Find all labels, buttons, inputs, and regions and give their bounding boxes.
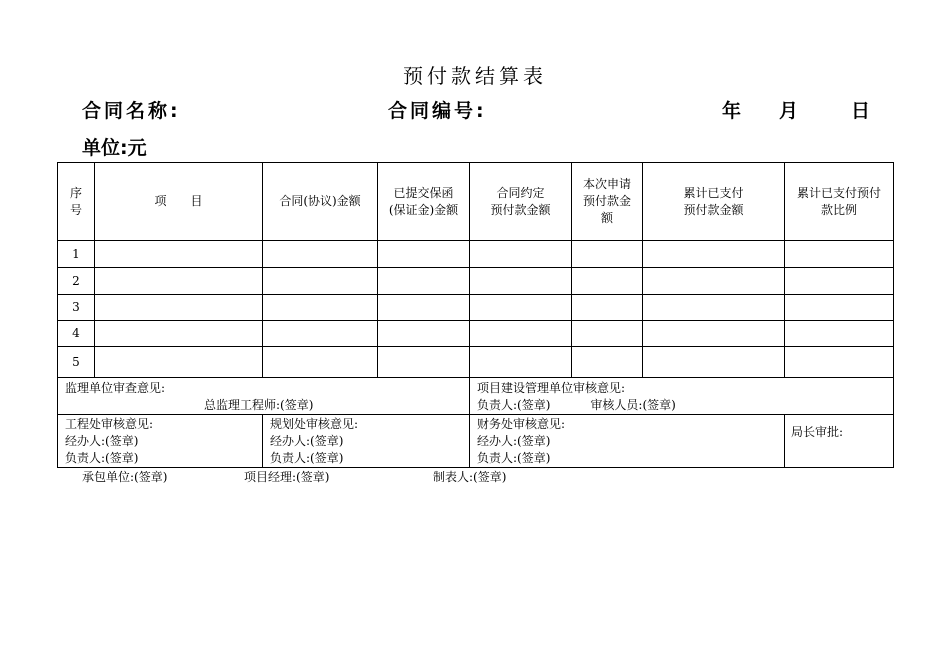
table-row xyxy=(58,321,894,347)
supervision-opinion-row xyxy=(58,378,894,415)
row-seq: 2 xyxy=(58,268,95,295)
table-row xyxy=(58,295,894,321)
col-header-current: 本次申请 预付款金 额 xyxy=(572,163,643,241)
planning-opinion-cell: 规划处审核意见: 经办人:(签章) 负责人:(签章) xyxy=(263,415,470,468)
col-header-cum-paid: 累计已支付 预付款金额 xyxy=(643,163,785,241)
unit-label: 单位:元 xyxy=(82,137,147,159)
col-header-seq: 序 号 xyxy=(58,163,95,241)
month-label: 月 xyxy=(779,100,802,122)
contract-number-label: 合同编号: xyxy=(388,100,487,122)
finance-opinion-cell: 财务处审核意见: 经办人:(签章) 负责人:(签章) xyxy=(470,415,785,468)
construction-mgmt-opinion-cell: 项目建设管理单位审核意见: 负责人:(签章) 审核人员:(签章) xyxy=(470,378,894,415)
row-seq: 1 xyxy=(58,241,95,268)
year-label: 年 xyxy=(722,100,745,122)
col-header-cum-ratio: 累计已支付预付 款比例 xyxy=(785,163,894,241)
supervision-opinion-cell: 监理单位审查意见: 总监理工程师:(签章) xyxy=(58,378,470,415)
table-row xyxy=(58,268,894,295)
page-title: 预付款结算表 xyxy=(403,64,547,88)
engineering-opinion-cell: 工程处审核意见: 经办人:(签章) 负责人:(签章) xyxy=(58,415,263,468)
table-row xyxy=(58,241,894,268)
table-row xyxy=(58,347,894,378)
col-header-item: 项 目 xyxy=(95,163,263,241)
col-header-guarantee: 已提交保函 (保证金)金额 xyxy=(378,163,470,241)
settlement-table xyxy=(57,162,894,468)
day-label: 日 xyxy=(851,100,874,122)
project-manager-signature: 项目经理:(签章) xyxy=(244,470,330,484)
contractor-signature: 承包单位:(签章) xyxy=(82,470,168,484)
col-header-agreed: 合同约定 预付款金额 xyxy=(470,163,572,241)
preparer-signature: 制表人:(签章) xyxy=(433,470,507,484)
department-opinion-row xyxy=(58,415,894,468)
table-header-row xyxy=(58,163,894,241)
col-header-contract-amount: 合同(协议)金额 xyxy=(263,163,378,241)
director-approval-cell: 局长审批: xyxy=(785,415,894,468)
contract-name-label: 合同名称: xyxy=(82,100,181,122)
row-seq: 5 xyxy=(58,347,95,378)
row-seq: 4 xyxy=(58,321,95,347)
row-seq: 3 xyxy=(58,295,95,321)
